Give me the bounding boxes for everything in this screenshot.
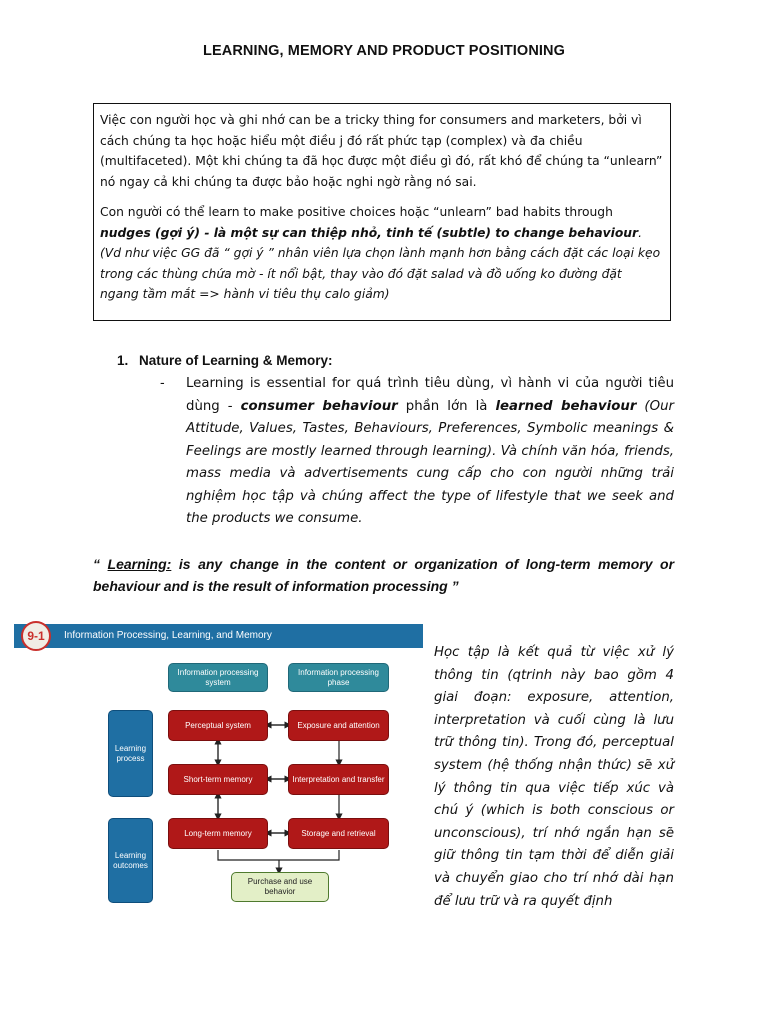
bullet-dash: -: [160, 374, 165, 390]
section-number: 1.: [117, 353, 129, 368]
node-info-processing-phase: Information processing phase: [288, 663, 389, 692]
learning-bullet: [186, 373, 674, 531]
quote-term: Learning:: [107, 556, 172, 572]
node-perceptual-system: Perceptual system: [168, 710, 268, 741]
node-interpretation-transfer: Interpretation and transfer: [288, 764, 389, 795]
learned-behaviour-term: learned behaviour: [495, 398, 637, 414]
node-learning-process: Learning process: [108, 710, 153, 797]
intro-paragraph-2: [100, 202, 664, 305]
figure-title: Information Processing, Learning, and Memory: [64, 630, 272, 641]
node-short-term-memory: Short-term memory: [168, 764, 268, 795]
section-title: Nature of Learning & Memory:: [139, 353, 333, 368]
bullet-text-2: phần lớn là: [397, 398, 496, 414]
quote-open: “: [93, 556, 108, 572]
node-purchase-use-behavior: Purchase and use behavior: [231, 872, 329, 902]
node-learning-outcomes: Learning outcomes: [108, 818, 153, 903]
nudges-example: . (Vd như việc GG đã “ gợi ý ” nhân viên lựa chọn lành mạnh hơn bằng cách đặt các loại kẹo trong các thùng chứa mờ - ít nổi bật, thay vào đó đặt salad và đồ uống ko đường đặt ngang tầm mắt => hành vi tiêu thụ calo giảm): [100, 225, 661, 301]
nudges-definition: nudges (gợi ý) - là một sự can thiệp nhỏ, tinh tế (subtle) to change behaviour: [100, 225, 639, 240]
node-storage-retrieval: Storage and retrieval: [288, 818, 389, 849]
figure-number-badge: 9-1: [21, 621, 51, 651]
quote-rest: is any change in the content or organization of long-term memory or behaviour and is the result of information processing ”: [93, 556, 675, 594]
bracket-to-purchase: [218, 850, 339, 860]
bullet-text-1: Learning is essential for quá trình tiêu dùng, vì hành vi của người tiêu dùng -: [186, 376, 674, 414]
figure-information-processing: [14, 624, 423, 924]
node-long-term-memory: Long-term memory: [168, 818, 268, 849]
node-info-processing-system: Information processing system: [168, 663, 268, 692]
node-exposure-attention: Exposure and attention: [288, 710, 389, 741]
bullet-text-3: (Our Attitude, Values, Tastes, Behaviours, Preferences, Symbolic meanings & Feelings are mostly learned through learning). Và chính văn hóa, friends, mass media và advertisements cung cấp cho con người những trải nghiệm học tập và chúng affect the type of lifestyle that we seek and the products we consume.: [186, 398, 674, 526]
consumer-behaviour-term: consumer behaviour: [240, 398, 398, 414]
intro-paragraph-1: Việc con người học và ghi nhớ can be a tricky thing for consumers and marketers, bởi vì cách chúng ta học hoặc hiểu một điều j đó rất phức tạp (complex) và đa chiều (multifaceted). Một khi chúng ta đã học được một điều gì đó, rất khó để chúng ta “unlearn” nó ngay cả khi chúng ta được bảo hoặc nghi ngờ rằng nó sai.: [100, 113, 663, 189]
figure-explanation: Học tập là kết quả từ việc xử lý thông tin (qtrinh này bao gồm 4 giai đoạn: exposure, attention, interpretation và cuối cùng là lưu trữ thông tin). Trong đó, perceptual system (hệ thống nhận thức) sẽ xử lý thông tin qua việc tiếp xúc và chú ý (which is both conscious or unconscious), trí nhớ ngắn hạn sẽ giữ thông tin tạm thời để diễn giải và chuyển giao cho trí nhớ dài hạn để lưu trữ và ra quyết định: [434, 645, 674, 909]
intro-box: [93, 103, 671, 321]
intro-p2-text: Con người có thể learn to make positive choices hoặc “unlearn” bad habits through: [100, 205, 613, 219]
section-heading: [117, 353, 333, 368]
document-title: LEARNING, MEMORY AND PRODUCT POSITIONING: [203, 43, 565, 59]
learning-definition-quote: [93, 553, 674, 597]
